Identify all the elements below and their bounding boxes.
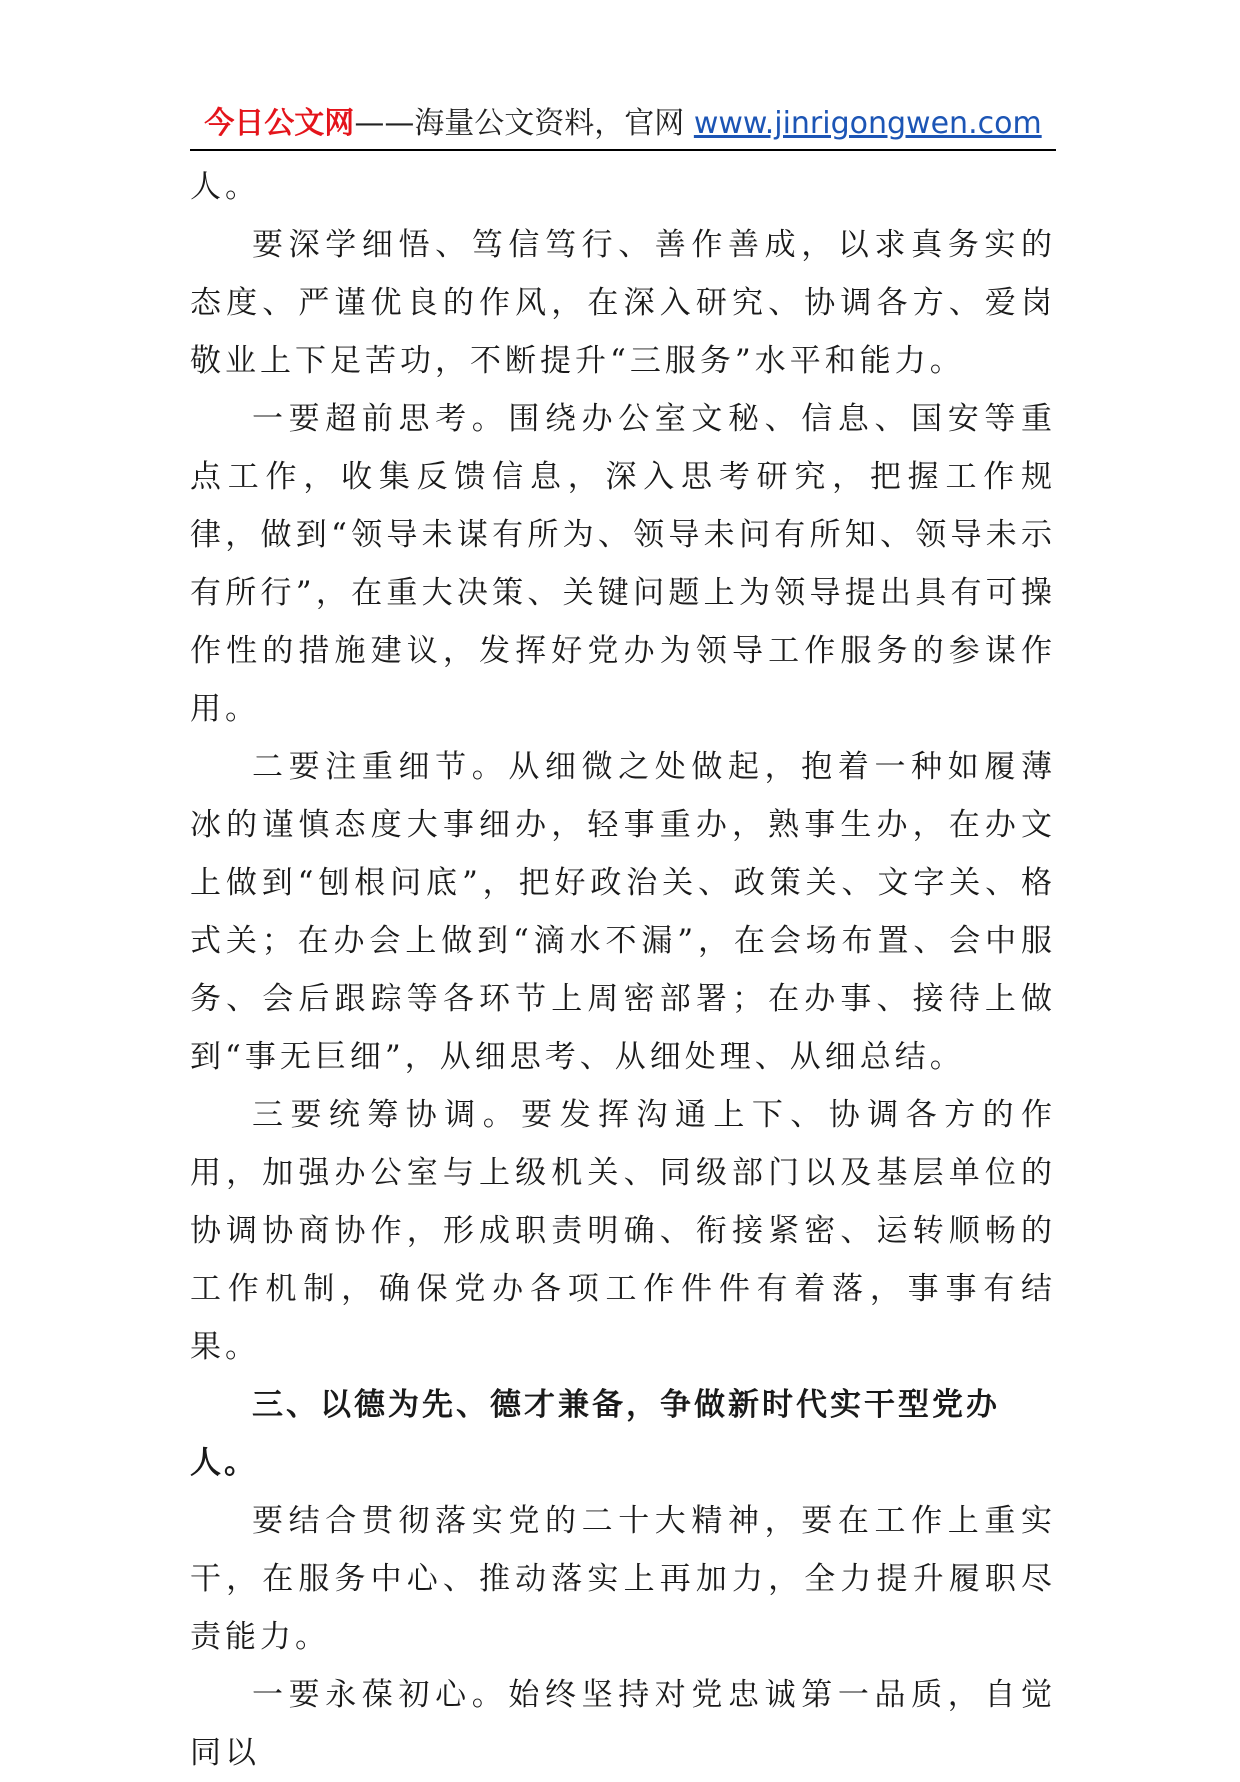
header-separator: —— (354, 106, 415, 141)
header-rule (190, 149, 1056, 151)
document-body (190, 158, 1056, 1782)
paragraph-point-two: 二要注重细节。从细微之处做起，抱着一种如履薄冰的谨慎态度大事细办，轻事重办，熟事生办，在办文上做到“刨根问底”，把好政治关、政策关、文字关、格式关；在办会上做到“滴水不漏”，在会场布置、会中服务、会后跟踪等各环节上周密部署；在办事、接待上做到“事无巨细”，从细思考、从细处理、从细总结。 (190, 749, 1056, 1075)
paragraph-intro: 要深学细悟、笃信笃行、善作善成，以求真务实的态度、严谨优良的作风，在深入研究、协调各方、爱岗敬业上下足苦功，不断提升“三服务”水平和能力。 (190, 227, 1056, 379)
paragraph-point-one: 一要超前思考。围绕办公室文秘、信息、国安等重点工作，收集反馈信息，深入思考研究，把握工作规律，做到“领导未谋有所为、领导未问有所知、领导未示有所行”，在重大决策、关键问题上为领导提出具有可操作性的措施建议，发挥好党办为领导工作服务的参谋作用。 (190, 401, 1056, 727)
brand-name: 今日公文网 (204, 106, 355, 141)
section-heading-continuation: 人。 (190, 1445, 258, 1481)
website-link[interactable]: www.jinrigongwen.com (693, 106, 1042, 141)
paragraph-section-intro: 要结合贯彻落实党的二十大精神，要在工作上重实干，在服务中心、推动落实上再加力，全力提升履职尽责能力。 (190, 1503, 1056, 1655)
page-header (190, 104, 1056, 144)
header-slogan: 海量公文资料，官网 (414, 106, 694, 141)
paragraph-section-point-one: 一要永葆初心。始终坚持对党忠诚第一品质，自觉同以 (190, 1677, 1056, 1771)
section-heading: 三、以德为先、德才兼备，争做新时代实干型党办 (252, 1387, 1000, 1423)
paragraph-point-three: 三要统筹协调。要发挥沟通上下、协调各方的作用，加强办公室与上级机关、同级部门以及基层单位的协调协商协作，形成职责明确、衔接紧密、运转顺畅的工作机制，确保党办各项工作件件有着落，事事有结果。 (190, 1097, 1056, 1365)
paragraph-continuation: 人。 (190, 169, 260, 205)
